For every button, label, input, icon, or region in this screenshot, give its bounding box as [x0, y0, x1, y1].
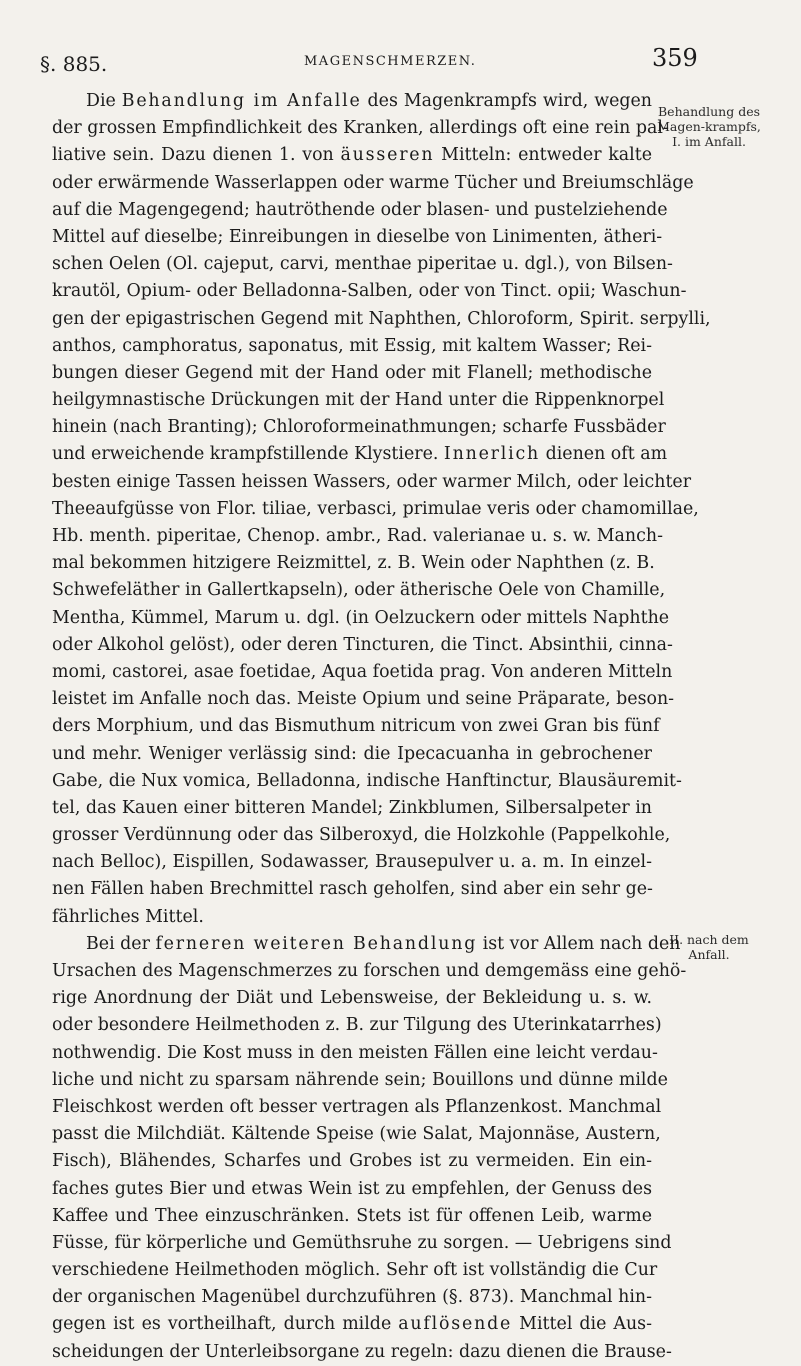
- text-line: [52, 115, 669, 142]
- text-segment: besten einige Tassen heissen Wassers, oder warmer Milch, oder leichter: [52, 471, 692, 492]
- text-line: [52, 1176, 652, 1203]
- text-segment: oder erwärmende Wasserlappen oder warme Tücher und Breiumschläge: [52, 172, 694, 193]
- text-line: [52, 1067, 668, 1094]
- text-segment: Mentha, Kümmel, Marum u. dgl. (in Oelzuckern oder mittels Naphthe: [52, 607, 670, 628]
- text-segment: rige Anordnung der Diät und Lebensweise, der Bekleidung u. s. w.: [52, 988, 652, 1009]
- text-segment: oder besondere Heilmethoden z. B. zur Tilgung des Uterinkatarrhes): [52, 1015, 662, 1036]
- text-segment: und erweichende krampfstillende Klystiere.: [52, 444, 444, 465]
- text-segment: liative sein. Dazu dienen 1. von: [52, 145, 341, 166]
- text-segment: scheidungen der Unterleibsorgane zu regeln: dazu dienen die Brause-: [52, 1341, 672, 1362]
- text-segment: und mehr. Weniger verlässig sind: die Ipecacuanha in gebrochener: [52, 743, 652, 764]
- text-segment: hinein (nach Branting); Chloroformeinathmungen; scharfe Fussbäder: [52, 417, 666, 438]
- text-segment: auf die Magengegend; hautröthende oder blasen- und pustelziehende: [52, 199, 668, 220]
- text-segment: des Magenkrampfs wird, wegen: [361, 91, 653, 111]
- spaced-emphasis: Behandlung im Anfalle: [121, 91, 362, 111]
- text-line: [52, 278, 687, 305]
- text-segment: Gabe, die Nux vomica, Belladonna, indische Hanftinctur, Blausäuremit-: [52, 770, 682, 791]
- text-segment: nach Belloc), Eispillen, Sodawasser, Brausepulver u. a. m. In einzel-: [52, 852, 652, 873]
- text-line: [52, 88, 652, 115]
- text-segment: ders Morphium, und das Bismuthum nitricum von zwei Gran bis fünf: [52, 716, 660, 737]
- page-header: [0, 40, 801, 80]
- spaced-emphasis: ferneren weiteren Behandlung: [155, 933, 478, 954]
- text-line: [52, 605, 670, 632]
- text-segment: verschiedene Heilmethoden möglich. Sehr oft ist vollständig die Cur: [52, 1260, 658, 1281]
- text-line: [52, 876, 652, 903]
- text-line: [52, 441, 668, 468]
- text-segment: oder Alkohol gelöst), oder deren Tincturen, die Tinct. Absinthii, cinna-: [52, 634, 673, 655]
- text-line: [52, 469, 692, 496]
- text-segment: Fleischkost werden oft besser vertragen als Pflanzenkost. Manchmal: [52, 1096, 662, 1117]
- text-segment: gen der epigastrischen Gegend mit Naphthen, Chloroform, Spirit. serpylli,: [52, 308, 711, 329]
- text-segment: Füsse, für körperliche und Gemüthsruhe zu sorgen. — Uebrigens sind: [52, 1232, 672, 1253]
- section-number: §. 885.: [40, 52, 108, 76]
- running-title: MAGENSCHMERZEN.: [304, 54, 477, 69]
- text-line: [52, 1121, 661, 1148]
- text-segment: Mittel auf dieselbe; Einreibungen in dieselbe von Linimenten, ätheri-: [52, 226, 663, 247]
- page-number: 359: [652, 44, 698, 72]
- text-line: [52, 142, 652, 169]
- text-line: [52, 632, 673, 659]
- text-line: [52, 1339, 672, 1366]
- text-line: [52, 251, 673, 278]
- text-segment: tel, das Kauen einer bitteren Mandel; Zinkblumen, Silbersalpeter in: [52, 797, 652, 818]
- text-segment: fährliches Mittel.: [52, 906, 204, 927]
- text-line: [52, 904, 652, 931]
- text-line: [52, 768, 682, 795]
- text-segment: mal bekommen hitzigere Reizmittel, z. B. Wein oder Naphthen (z. B.: [52, 553, 655, 574]
- text-line: [52, 550, 655, 577]
- text-line: [52, 985, 652, 1012]
- text-segment: dienen oft am: [540, 444, 668, 465]
- text-line: [52, 224, 663, 251]
- text-line: [52, 197, 668, 224]
- text-segment: momi, castorei, asae foetidae, Aqua foetida prag. Von anderen Mitteln: [52, 661, 673, 682]
- text-segment: der grossen Empfindlichkeit des Kranken, allerdings oft eine rein pal-: [52, 118, 669, 139]
- text-segment: Hb. menth. piperitae, Chenop. ambr., Rad. valerianae u. s. w. Manch-: [52, 526, 663, 546]
- spaced-emphasis: auflösende: [398, 1314, 513, 1335]
- text-segment: Theeaufgüsse von Flor. tiliae, verbasci, primulae veris oder chamomillae,: [52, 498, 699, 519]
- text-line: [52, 1311, 652, 1338]
- text-line: [52, 795, 652, 822]
- text-line: [52, 523, 663, 550]
- text-line: [52, 1230, 672, 1257]
- text-line: [52, 414, 666, 441]
- text-line: [52, 849, 652, 876]
- text-line: [52, 170, 694, 197]
- text-segment: der organischen Magenübel durchzuführen (§. 873). Manchmal hin-: [52, 1287, 652, 1308]
- text-segment: bungen dieser Gegend mit der Hand oder mit Flanell; methodische: [52, 362, 652, 383]
- text-segment: grosser Verdünnung oder das Silberoxyd, die Holzkohle (Pappelkohle,: [52, 825, 671, 846]
- text-segment: anthos, camphoratus, saponatus, mit Essig, mit kaltem Wasser; Rei-: [52, 335, 652, 356]
- text-line: [52, 958, 687, 985]
- text-line: [52, 496, 699, 523]
- text-segment: Ursachen des Magenschmerzes zu forschen und demgemäss eine gehö-: [52, 961, 687, 981]
- text-segment: nen Fällen haben Brechmittel rasch geholfen, sind aber ein sehr ge-: [52, 879, 653, 900]
- text-segment: Kaffee und Thee einzuschränken. Stets ist für offenen Leib, warme: [52, 1205, 652, 1226]
- text-line: [52, 577, 666, 604]
- text-line: [52, 1040, 658, 1067]
- text-segment: krautöl, Opium- oder Belladonna-Salben, oder von Tinct. opii; Waschun-: [52, 281, 687, 302]
- text-line: [52, 822, 671, 849]
- text-segment: Mittel die Aus-: [512, 1314, 652, 1335]
- text-segment: leistet im Anfalle noch das. Meiste Opium und seine Präparate, beson-: [52, 689, 675, 710]
- text-line: [52, 1094, 662, 1121]
- text-line: [52, 387, 665, 414]
- text-line: [52, 686, 675, 713]
- text-segment: gegen ist es vortheilhaft, durch milde: [52, 1314, 399, 1335]
- text-segment: Die: [86, 91, 122, 111]
- text-line: [52, 1012, 662, 1039]
- text-segment: faches gutes Bier und etwas Wein ist zu empfehlen, der Genuss des: [52, 1178, 652, 1199]
- text-segment: heilgymnastische Drückungen mit der Hand unter die Rippenknorpel: [52, 390, 665, 411]
- text-segment: Bei der: [86, 933, 156, 954]
- text-line: [52, 360, 652, 387]
- margin-note-after-attack: II. nach dem Anfall.: [669, 932, 749, 962]
- text-segment: liche und nicht zu sparsam nährende sein; Bouillons und dünne milde: [52, 1069, 668, 1090]
- text-line: [52, 931, 681, 958]
- text-line: [52, 333, 652, 360]
- text-line: [52, 306, 711, 333]
- text-line: [52, 659, 673, 686]
- text-line: [52, 1148, 652, 1175]
- text-segment: nothwendig. Die Kost muss in den meisten Fällen eine leicht verdau-: [52, 1042, 658, 1063]
- text-segment: Mitteln: entweder kalte: [434, 145, 652, 166]
- text-line: [52, 713, 660, 740]
- text-line: [52, 1284, 652, 1311]
- text-line: [52, 1257, 658, 1284]
- text-segment: Schwefeläther in Gallertkapseln), oder ätherische Oele von Chamille,: [52, 580, 666, 601]
- text-segment: ist vor Allem nach den: [477, 933, 681, 954]
- spaced-emphasis: äusseren: [340, 145, 435, 166]
- text-segment: schen Oelen (Ol. cajeput, carvi, menthae piperitae u. dgl.), von Bilsen-: [52, 254, 673, 275]
- spaced-emphasis: Innerlich: [443, 444, 541, 465]
- text-line: [52, 1203, 652, 1230]
- margin-note-in-attack: Behandlung des Magen-krampfs, I. im Anfall.: [657, 104, 761, 149]
- text-line: [52, 741, 652, 768]
- text-segment: Fisch), Blähendes, Scharfes und Grobes ist zu vermeiden. Ein ein-: [52, 1151, 652, 1172]
- text-segment: passt die Milchdiät. Kältende Speise (wie Salat, Majonnäse, Austern,: [52, 1124, 661, 1145]
